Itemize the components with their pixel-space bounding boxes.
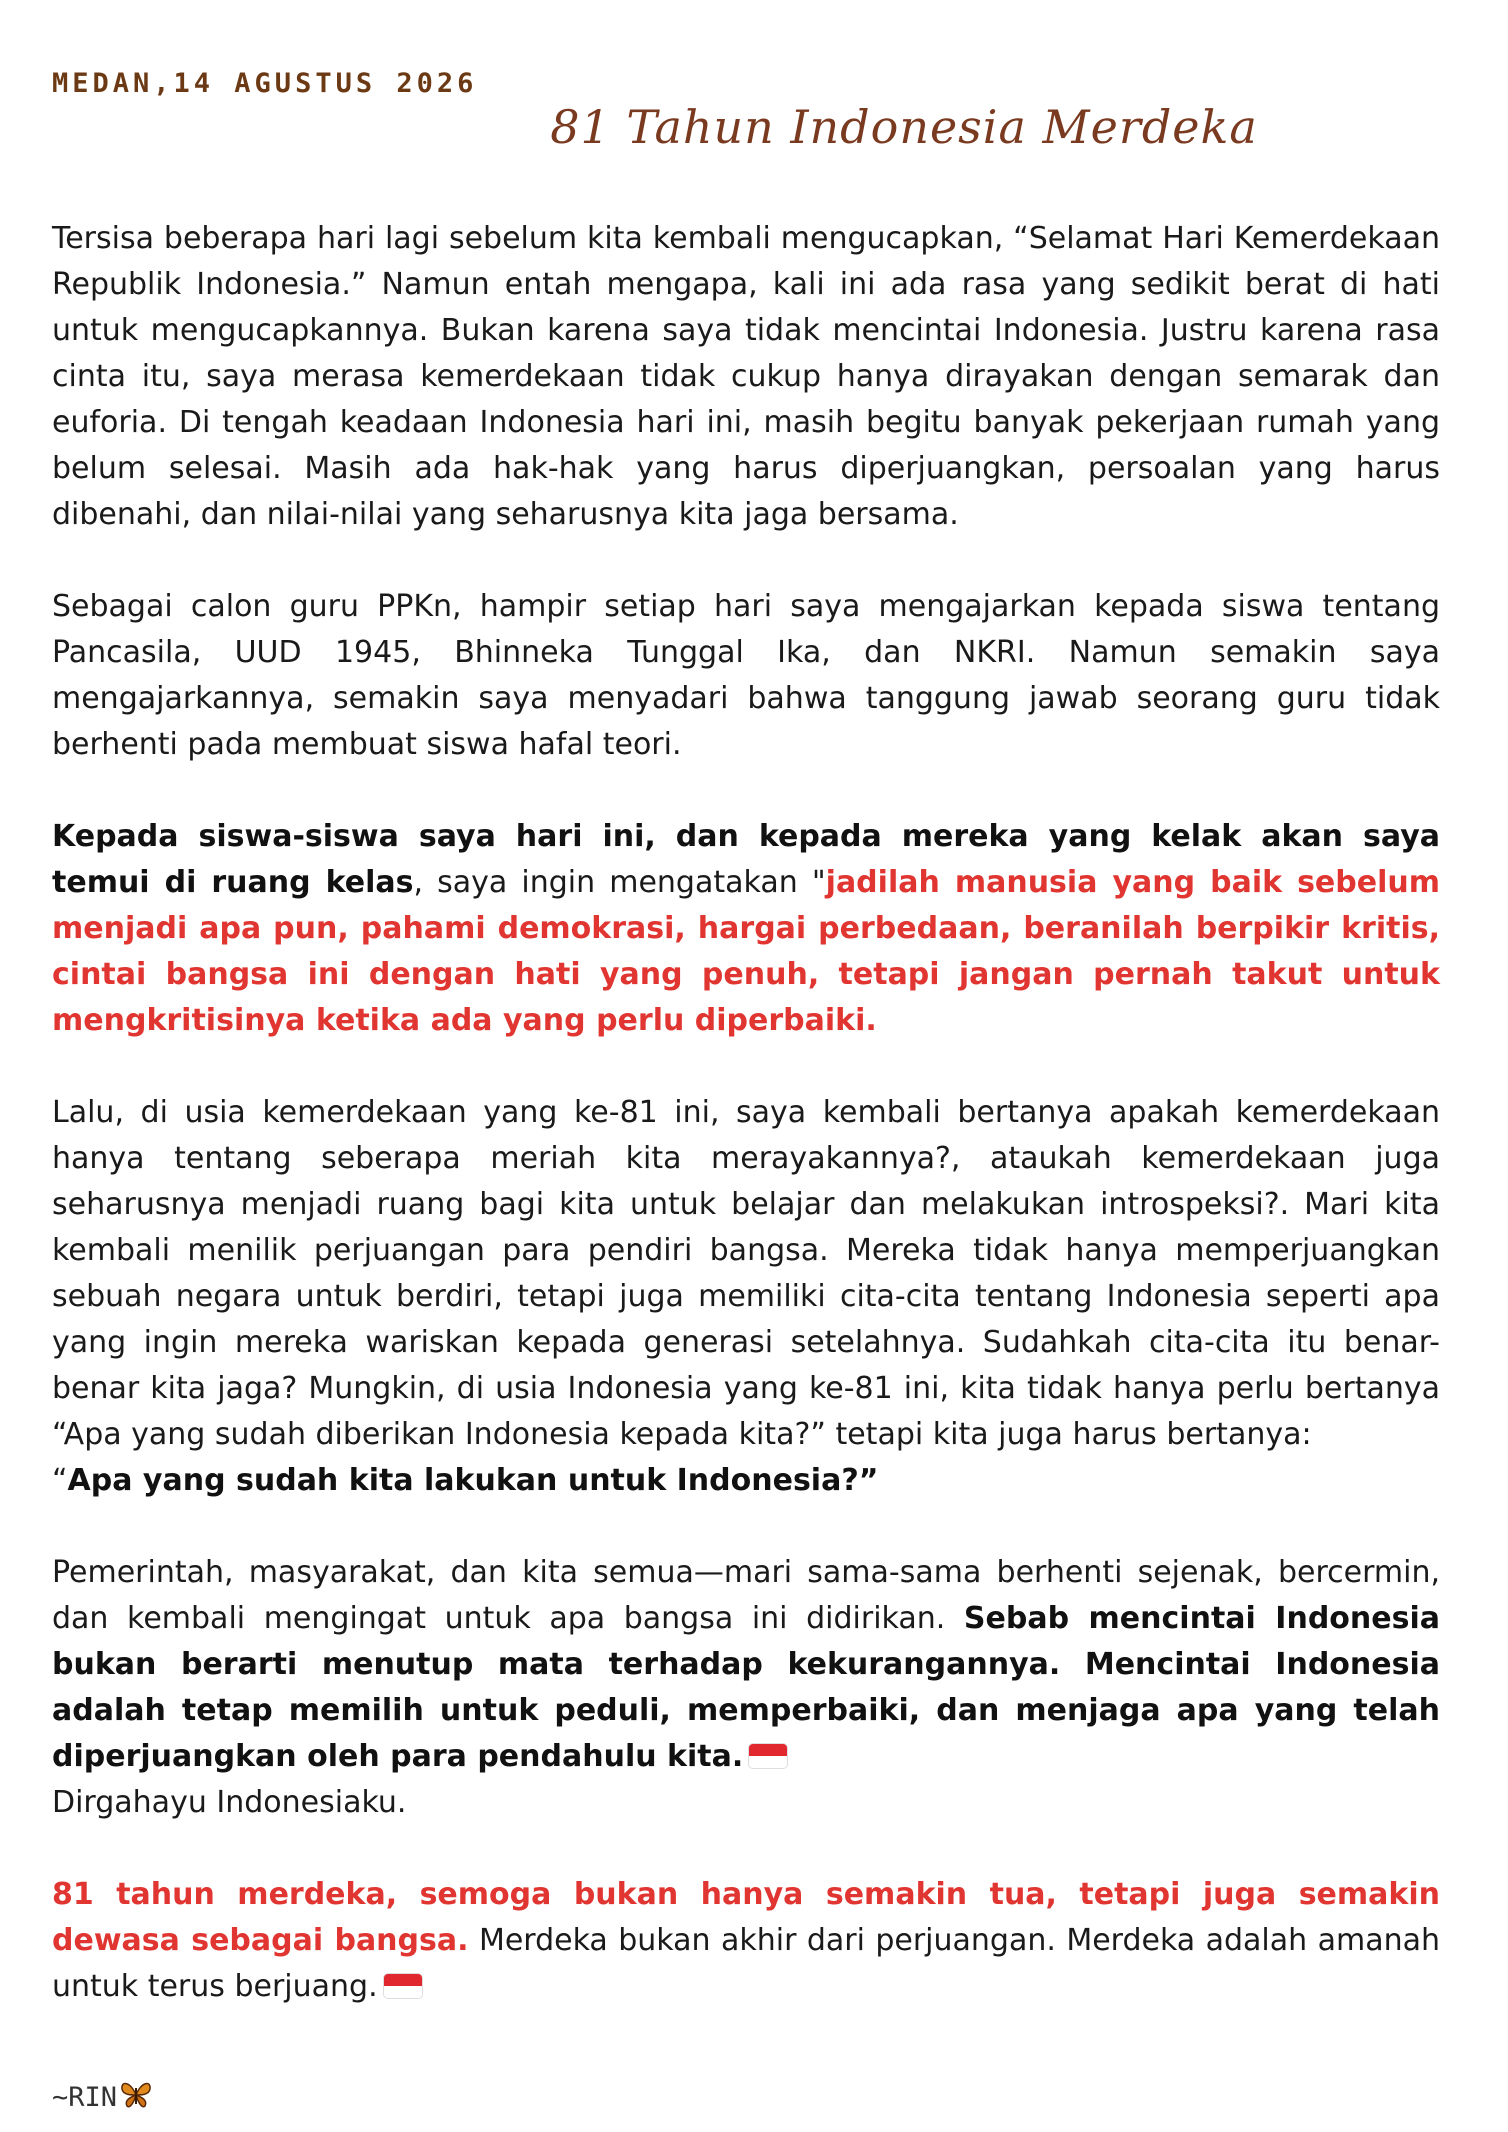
paragraph-5-normal: Pemerintah, masyarakat, dan kita semua—mari sama-sama berhenti sejenak, bercermin, dan kembali mengingat untuk apa bangsa ini didirikan. xyxy=(52,1555,1440,1636)
paragraph-3-normal: , saya ingin mengatakan " xyxy=(413,865,826,900)
paragraph-6-normal: Merdeka bukan akhir dari perjuangan. Merdeka adalah amanah untuk terus berjuang. xyxy=(52,1923,1440,2004)
paragraph-6-highlight: 81 tahun merdeka, semoga bukan hanya semakin tua, tetapi juga semakin dewasa sebagai bangsa. xyxy=(52,1877,1440,1958)
paragraph-1: Tersisa beberapa hari lagi sebelum kita kembali mengucapkan, “Selamat Hari Kemerdekaan Republik Indonesia.” Namun entah mengapa, kali ini ada rasa yang sedikit berat di hati untuk mengucapkannya. Bukan karena saya tidak mencintai Indonesia. Justru karena rasa cinta itu, saya merasa kemerdekaan tidak cukup hanya dirayakan dengan semarak dan euforia. Di tengah keadaan Indonesia hari ini, masih begitu banyak pekerjaan rumah yang belum selesai. Masih ada hak-hak yang harus diperjuangkan, persoalan yang harus dibenahi, dan nilai-nilai yang seharusnya kita jaga bersama. xyxy=(52,221,1440,532)
paragraph-3-bold: Kepada siswa-siswa saya hari ini, dan kepada mereka yang kelak akan saya temui di ruang kelas xyxy=(52,819,1440,900)
page-title: 81 Tahun Indonesia Merdeka xyxy=(550,100,1258,154)
letter-body xyxy=(52,216,1440,2010)
paragraph-4-quote-bold: Apa yang sudah kita lakukan untuk Indonesia?” xyxy=(67,1463,879,1498)
dateline: MEDAN,14 AGUSTUS 2026 xyxy=(52,68,478,99)
paragraph-4: Lalu, di usia kemerdekaan yang ke-81 ini, saya kembali bertanya apakah kemerdekaan hanya tentang seberapa meriah kita merayakannya?, ataukah kemerdekaan juga seharusnya menjadi ruang bagi kita untuk belajar dan melakukan introspeksi?. Mari kita kembali menilik perjuangan para pendiri bangsa. Mereka tidak hanya memperjuangkan sebuah negara untuk berdiri, tetapi juga memiliki cita-cita tentang Indonesia seperti apa yang ingin mereka wariskan kepada generasi setelahnya. Sudahkah cita-cita itu benar-benar kita jaga? Mungkin, di usia Indonesia yang ke-81 ini, kita tidak hanya perlu bertanya “Apa yang sudah diberikan Indonesia kepada kita?” tetapi kita juga harus bertanya: xyxy=(52,1095,1440,1452)
paragraph-5-closing: Dirgahayu Indonesiaku. xyxy=(52,1785,407,1820)
indonesian-flag-icon xyxy=(384,1974,422,1998)
indonesian-flag-icon xyxy=(749,1744,787,1768)
paragraph-3-highlight: jadilah manusia yang baik sebelum menjadi apa pun, pahami demokrasi, hargai perbedaan, beranilah berpikir kritis, cintai bangsa ini dengan hati yang penuh, tetapi jangan pernah takut untuk mengkritisinya ketika ada yang perlu diperbaiki. xyxy=(52,865,1440,1038)
signature xyxy=(52,2080,153,2113)
paragraph-5-bold: Sebab mencintai Indonesia bukan berarti menutup mata terhadap kekurangannya. Mencintai Indonesia adalah tetap memilih untuk peduli, memperbaiki, dan menjaga apa yang telah diperjuangkan oleh para pendahulu kita. xyxy=(52,1601,1440,1774)
paragraph-2: Sebagai calon guru PPKn, hampir setiap hari saya mengajarkan kepada siswa tentang Pancasila, UUD 1945, Bhinneka Tunggal Ika, dan NKRI. Namun semakin saya mengajarkannya, semakin saya menyadari bahwa tanggung jawab seorang guru tidak berhenti pada membuat siswa hafal teori. xyxy=(52,589,1440,762)
butterfly-icon xyxy=(119,2080,153,2110)
signature-text: ~RIN xyxy=(52,2082,118,2113)
paragraph-3 xyxy=(52,814,1440,1044)
paragraph-4-quote-open: “ xyxy=(52,1463,68,1498)
paragraph-5 xyxy=(52,1550,1440,1780)
paragraph-4-question xyxy=(52,1458,1440,1504)
paragraph-6 xyxy=(52,1872,1440,2010)
